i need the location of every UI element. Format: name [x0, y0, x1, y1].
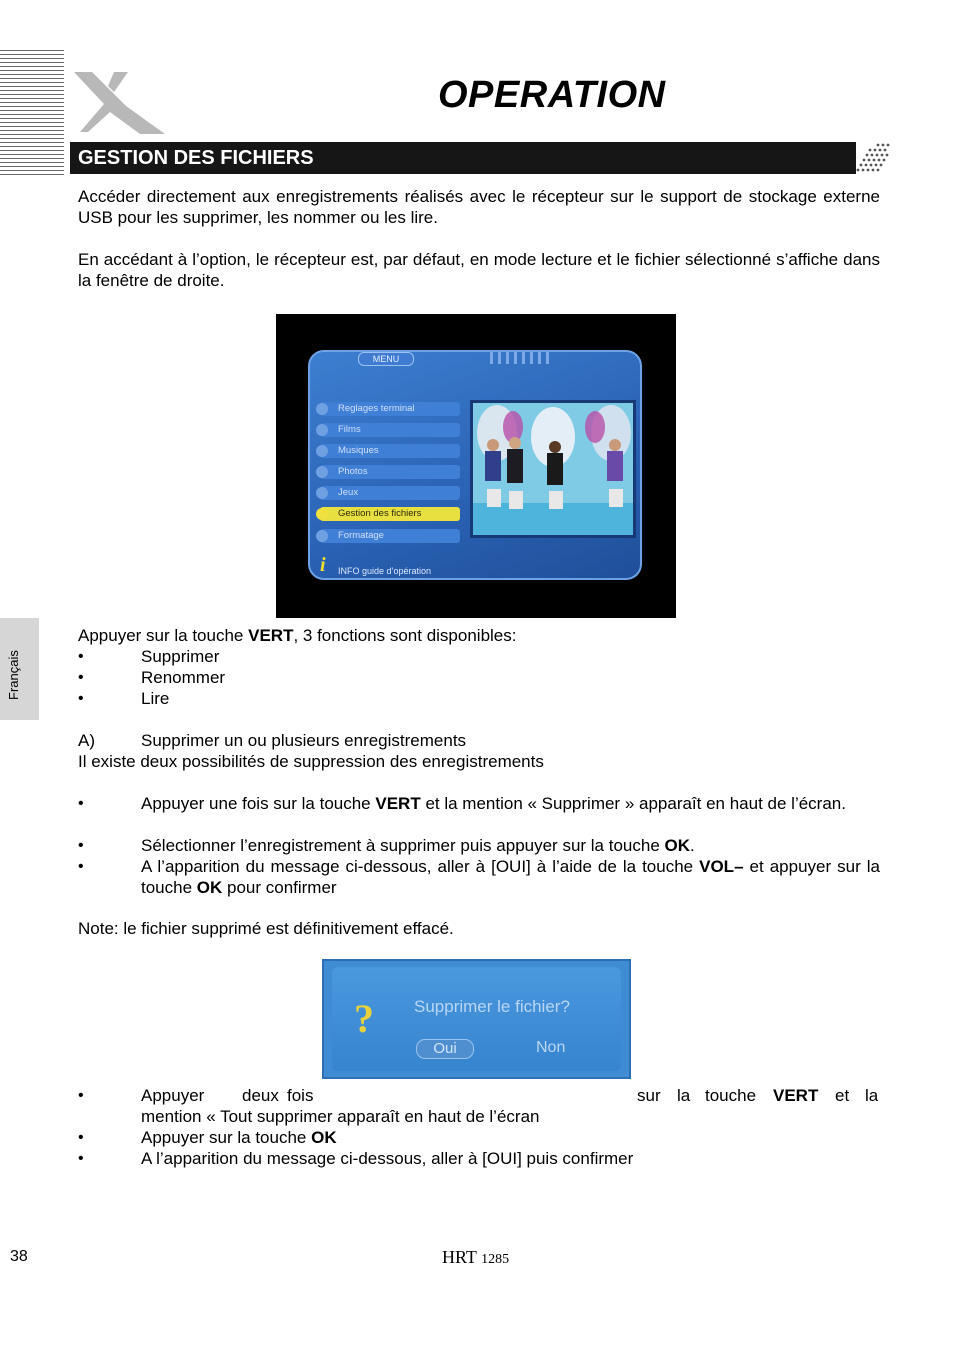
text-segment: Appuyer une fois sur la touche [141, 794, 376, 813]
note: Note: le fichier supprimé est définitivement effacé. [78, 919, 454, 938]
menu-item-photos [320, 465, 460, 479]
menu-item-label: Formatage [338, 530, 384, 541]
menu-tab: MENU [358, 352, 414, 366]
step2-3: A l’apparition du message ci-dessous, aller à [OUI] puis confirmer [141, 1149, 634, 1168]
menu-item-gestion-fichiers [320, 507, 460, 521]
step2-2 [141, 1127, 880, 1148]
step2-1-word: Appuyer [141, 1086, 205, 1105]
text-segment: . [690, 836, 695, 855]
model-number: 1285 [481, 1252, 510, 1267]
bullet-dot: • [78, 1129, 84, 1146]
bullet-dot: • [78, 669, 84, 686]
step2-1-word: deux [242, 1086, 279, 1105]
menu-item-reglages [320, 402, 460, 416]
intro-paragraph-1: Accéder directement aux enregistrements réalisés avec le récepteur sur le support de stockage externe USB pour les supprimer, les nommer ou les lire. [78, 187, 880, 227]
text-segment: et la mention « Supprimer » apparaît en haut de l’écran. [420, 794, 846, 813]
question-icon: ? [354, 996, 374, 1041]
menu-item-jeux [320, 486, 460, 500]
step-2 [141, 835, 880, 856]
delete-dialog-screenshot [322, 959, 631, 1079]
key-name: VERT [773, 1086, 819, 1105]
key-name: VOL– [699, 857, 744, 876]
model-brand: HRT [442, 1247, 477, 1267]
bullet-dot: • [78, 648, 84, 665]
key-name: OK [311, 1128, 337, 1147]
menu-item-label: Photos [338, 466, 368, 477]
step-1 [141, 793, 880, 814]
brand-logo [70, 68, 170, 138]
bullet-dot: • [78, 795, 84, 812]
key-name: OK [664, 836, 690, 855]
bullet-icon [316, 403, 328, 415]
bullet-dot: • [78, 690, 84, 707]
key-name: VERT [375, 794, 421, 813]
function-item-supprimer: Supprimer [141, 647, 220, 666]
menu-item-musiques [320, 444, 460, 458]
language-label: Français [6, 650, 21, 700]
section-a-subtitle: Il existe deux possibilités de suppression des enregistrements [78, 752, 544, 771]
bullet-icon [316, 466, 328, 478]
menu-item-label: Films [338, 424, 361, 435]
step2-1-word: sur [637, 1086, 661, 1105]
step2-1-word: et [835, 1086, 850, 1105]
menu-item-formatage [320, 529, 460, 543]
intro-paragraph-2: En accédant à l’option, le récepteur est, par défaut, en mode lecture et le fichier sélectionné s’affiche dans la fenêtre de droite. [78, 250, 880, 290]
text-segment: , 3 fonctions sont disponibles: [293, 626, 517, 645]
key-name: VERT [248, 626, 294, 645]
yes-button: Oui [416, 1039, 474, 1059]
function-item-renommer: Renommer [141, 668, 226, 687]
menu-item-films [320, 423, 460, 437]
dot-pattern-decoration [852, 142, 890, 174]
bullet-icon [316, 445, 328, 457]
preview-window [470, 400, 636, 538]
page-title: OPERATION [438, 74, 666, 116]
bullet-dot: • [78, 858, 84, 875]
bullet-icon [316, 424, 328, 436]
function-item-lire: Lire [141, 689, 170, 708]
menu-tab-ticks [490, 352, 552, 364]
menu-item-label: Gestion des fichiers [338, 508, 422, 519]
bullet-icon [316, 487, 328, 499]
bullet-dot: • [78, 1087, 84, 1104]
menu-item-label: Musiques [338, 445, 379, 456]
dialog-message: Supprimer le fichier? [414, 997, 570, 1016]
step2-1-word: fois [287, 1086, 314, 1105]
step2-1-line2: mention « Tout supprimer apparaît en haut de l’écran [141, 1107, 540, 1126]
model-name [442, 1247, 509, 1268]
text-segment: pour confirmer [222, 878, 337, 897]
bullet-dot: • [78, 837, 84, 854]
bullet-icon [316, 530, 328, 542]
step-3 [141, 856, 880, 898]
text-segment: Appuyer sur la touche [78, 626, 249, 645]
page-number: 38 [10, 1248, 28, 1265]
text-segment: Sélectionner l’enregistrement à supprimer puis appuyer sur la touche [141, 836, 665, 855]
step2-1-word: la [677, 1086, 691, 1105]
dialog-inner [332, 967, 621, 1071]
step2-1-word: la [865, 1086, 879, 1105]
step2-1-key [773, 1085, 818, 1106]
menu-item-label: Reglages terminal [338, 403, 415, 414]
info-icon: i [320, 554, 326, 576]
functions-intro [78, 625, 516, 646]
text-segment: Appuyer sur la touche [141, 1128, 312, 1147]
text-segment: et appuyer sur la touche [141, 857, 881, 897]
bullet-icon [316, 508, 328, 520]
header-stripes [0, 50, 64, 178]
bullet-dot: • [78, 1150, 84, 1167]
info-guide-text: INFO guide d’opération [338, 566, 432, 576]
key-name: OK [196, 878, 223, 897]
preview-image [473, 403, 633, 535]
section-a-title: Supprimer un ou plusieurs enregistrements [141, 731, 467, 750]
section-a-marker: A) [78, 731, 95, 750]
no-button: Non [536, 1039, 566, 1056]
text-segment: A l’apparition du message ci-dessous, aller à [OUI] à l’aide de la touche [141, 857, 700, 876]
step2-1-word: touche [705, 1086, 757, 1105]
menu-screenshot [276, 314, 676, 618]
menu-item-label: Jeux [338, 487, 359, 498]
section-title: GESTION DES FICHIERS [78, 147, 314, 169]
